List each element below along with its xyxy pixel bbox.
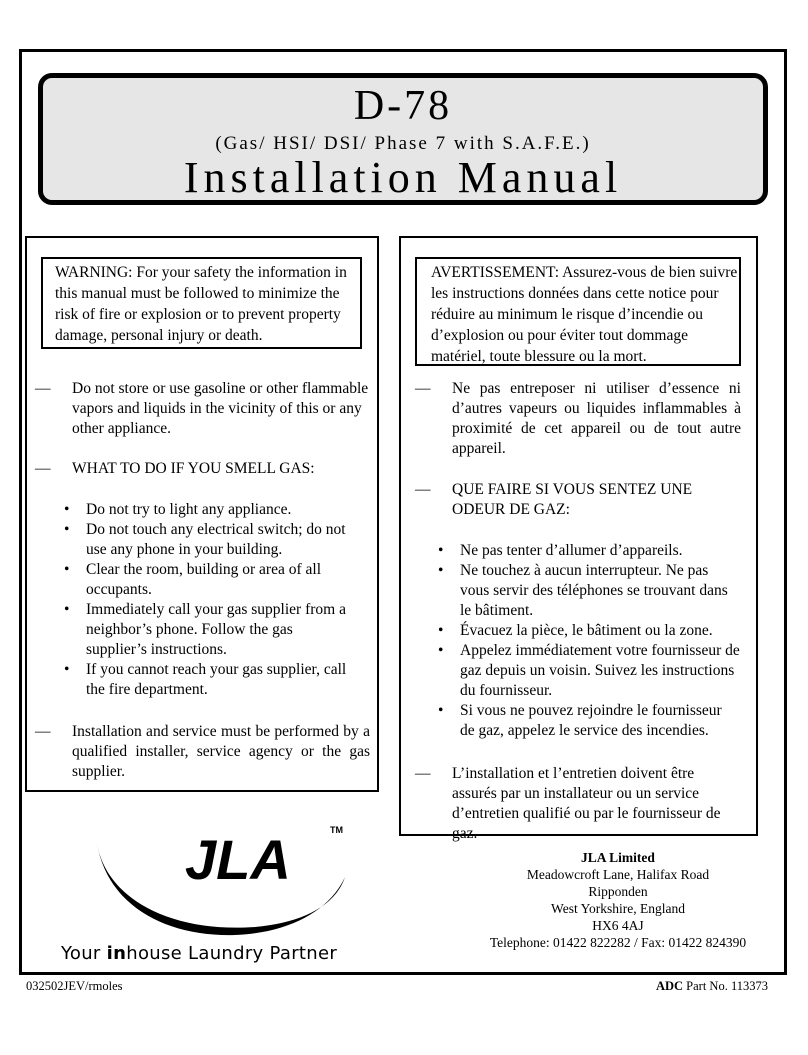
french-bullet-text: Ne touchez à aucun interrupteur. Ne pas vous servir des téléphones se trouvant dans le bâtiment.: [460, 562, 728, 619]
bullet-marker: •: [64, 501, 70, 518]
logo-trademark: TM: [330, 825, 343, 835]
french-bullet-text: Appelez immédiatement votre fournisseur de gaz depuis un voisin. Suivez les instructions du fournisseur.: [460, 642, 740, 699]
dash-marker: —: [35, 460, 51, 477]
dash-marker: —: [35, 380, 51, 397]
bullet-marker: •: [438, 642, 444, 659]
address-line: Ripponden: [588, 884, 648, 899]
english-bullet-text: Do not try to light any appliance.: [86, 501, 292, 518]
english-bullet-text: Immediately call your gas supplier from a neighbor’s phone. Follow the gas supplier’s instructions.: [86, 601, 346, 658]
model-subtitle: (Gas/ HSI/ DSI/ Phase 7 with S.A.F.E.): [215, 133, 591, 154]
address-line: HX6 4AJ: [592, 918, 644, 933]
english-bullet-text: Clear the room, building or area of all occupants.: [86, 561, 322, 598]
bullet-marker: •: [438, 562, 444, 579]
french-item-installation-text: L’installation et l’entretien doivent être assurés par un installateur ou un service d’entretien qualifié ou par le fournisseur de gaz.: [452, 765, 721, 842]
list-item: [438, 621, 740, 641]
list-item: [438, 701, 740, 741]
dash-marker: —: [35, 723, 51, 740]
bullet-marker: •: [64, 521, 70, 538]
english-bullet-text: If you cannot reach your gas supplier, call the fire department.: [86, 661, 347, 698]
address-line: Meadowcroft Lane, Halifax Road: [526, 867, 710, 882]
contact-phone: Telephone: 01422 822282 / Fax: 01422 824390: [489, 935, 747, 950]
part-number-prefix: ADC: [655, 979, 684, 993]
list-item: [438, 541, 740, 561]
tagline-post: house Laundry Partner: [126, 943, 338, 964]
english-gas-bullets: [64, 500, 356, 700]
bullet-marker: •: [64, 601, 70, 618]
list-item: [64, 500, 356, 520]
tagline-bold: in: [106, 943, 127, 964]
manual-title: Installation Manual: [183, 153, 623, 202]
english-item-installation-text: Installation and service must be performed by a qualified installer, service agency or the gas supplier.: [72, 723, 370, 780]
logo-wordmark: JLA: [185, 828, 291, 891]
dash-marker: —: [415, 765, 431, 782]
bullet-marker: •: [438, 702, 444, 719]
bullet-marker: •: [64, 661, 70, 678]
list-item: [64, 520, 356, 560]
french-item-smell-gas-text: QUE FAIRE SI VOUS SENTEZ UNE ODEUR DE GAZ:: [452, 481, 693, 518]
french-bullet-text: Évacuez la pièce, le bâtiment ou la zone.: [460, 622, 713, 639]
document-code: 032502JEV/rmoles: [26, 979, 123, 993]
english-bullet-text: Do not touch any electrical switch; do not use any phone in your building.: [86, 521, 346, 558]
part-number: [656, 979, 768, 994]
french-warning-box: AVERTISSEMENT: Assurez-vous de bien suivre les instructions données dans cette notice pour réduire au minimum le risque d’incendie ou d’explosion ou pour éviter tout dommage matériel, toute blessure ou la mort.: [415, 257, 741, 366]
french-item-storage-text: Ne pas entreposer ni utiliser d’essence ni d’autres vapeurs ou liquides inflammables à proximité de cet appareil ou de tout autre appareil.: [452, 380, 741, 457]
company-address: [440, 849, 796, 951]
french-safety-column: [399, 236, 758, 842]
french-bullet-text: Ne pas tenter d’allumer d’appareils.: [460, 542, 683, 559]
english-safety-column: [25, 236, 379, 792]
title-box: [38, 73, 768, 205]
tagline-pre: Your: [61, 943, 107, 964]
company-name: JLA Limited: [581, 850, 655, 865]
french-bullet-text: Si vous ne pouvez rejoindre le fournisseur de gaz, appelez le service des incendies.: [460, 702, 722, 739]
list-item: [64, 600, 356, 660]
dash-marker: —: [415, 380, 431, 397]
bullet-marker: •: [438, 622, 444, 639]
french-gas-bullets: [438, 541, 740, 741]
english-warning-box: WARNING: For your safety the information in this manual must be followed to minimize the risk of fire or explosion or to prevent property damage, personal injury or death.: [41, 257, 362, 349]
list-item: [64, 660, 356, 700]
dash-marker: —: [415, 481, 431, 498]
logo-tagline: [61, 943, 337, 964]
bullet-marker: •: [64, 561, 70, 578]
english-item-storage-text: Do not store or use gasoline or other flammable vapors and liquids in the vicinity of this or any other appliance.: [72, 380, 369, 437]
english-item-smell-gas-text: WHAT TO DO IF YOU SMELL GAS:: [72, 460, 315, 477]
list-item: [64, 560, 356, 600]
list-item: [438, 641, 740, 701]
address-line: West Yorkshire, England: [551, 901, 685, 916]
model-number: D-78: [353, 83, 453, 129]
part-number-text: Part No. 113373: [683, 979, 768, 993]
list-item: [438, 561, 740, 621]
bullet-marker: •: [438, 542, 444, 559]
